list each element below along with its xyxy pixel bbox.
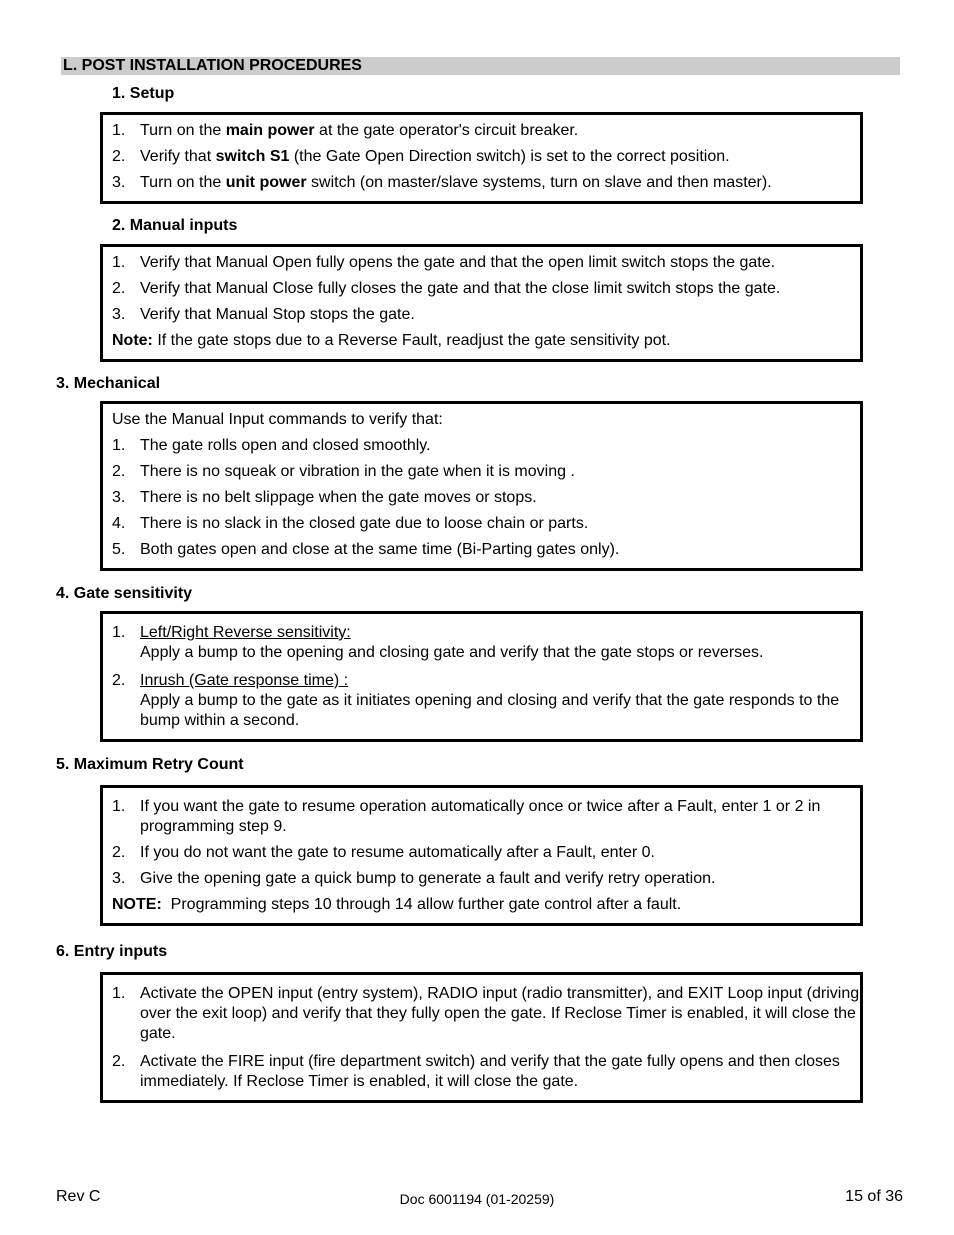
list-item: 1. If you want the gate to resume operation automatically once or twice after a Fault, enter 1 or 2 in programming step 9. <box>112 798 821 835</box>
list-item: 1. The gate rolls open and closed smoothly. <box>112 437 431 454</box>
heading-mechanical: 3. Mechanical <box>56 375 161 392</box>
setup-box <box>100 112 863 204</box>
list-item: 3. There is no belt slippage when the gate moves or stops. <box>112 489 537 506</box>
heading-entry-inputs: 6. Entry inputs <box>56 943 168 960</box>
list-item: 2. There is no squeak or vibration in the gate when it is moving . <box>112 463 575 480</box>
mechanical-box <box>100 401 863 571</box>
section-header: L. POST INSTALLATION PROCEDURES <box>61 57 900 75</box>
list-item: 3. Verify that Manual Stop stops the gate. <box>112 306 415 323</box>
retry-count-box <box>100 785 863 926</box>
note: Note: If the gate stops due to a Reverse Fault, readjust the gate sensitivity pot. <box>112 332 671 349</box>
list-item: 3. Give the opening gate a quick bump to generate a fault and verify retry operation. <box>112 870 716 887</box>
list-item: 2. Inrush (Gate response time) : Apply a bump to the gate as it initiates opening and closing and verify that the gate responds to the bump within a second. <box>112 672 840 729</box>
list-item: 1. Verify that Manual Open fully opens the gate and that the open limit switch stops the gate. <box>112 254 776 271</box>
heading-manual-inputs: 2. Manual inputs <box>112 217 238 234</box>
footer-page-number: 15 of 36 <box>845 1188 903 1205</box>
list-item: 5. Both gates open and close at the same time (Bi-Parting gates only). <box>112 541 620 558</box>
footer-revision: Rev C <box>56 1188 101 1205</box>
list-item: 2. Verify that switch S1 (the Gate Open Direction switch) is set to the correct position. <box>112 148 730 165</box>
heading-setup: 1. Setup <box>112 85 175 102</box>
footer-doc-number: Doc 6001194 (01-20259) <box>399 1191 555 1207</box>
list-item: 2. Verify that Manual Close fully closes the gate and that the close limit switch stops the gate. <box>112 280 781 297</box>
heading-maximum-retry-count: 5. Maximum Retry Count <box>56 756 244 773</box>
list-item: 2. Activate the FIRE input (fire department switch) and verify that the gate fully opens and then closes immediately. If Reclose Timer is enabled, it will close the gate. <box>112 1053 840 1090</box>
manual-inputs-box <box>100 244 863 362</box>
list-item: 2. If you do not want the gate to resume automatically after a Fault, enter 0. <box>112 844 655 861</box>
entry-inputs-box <box>100 972 863 1103</box>
note: NOTE: Programming steps 10 through 14 allow further gate control after a fault. <box>112 896 682 913</box>
list-item: 1. Turn on the main power at the gate operator's circuit breaker. <box>112 122 579 139</box>
list-item: 1. Activate the OPEN input (entry system), RADIO input (radio transmitter), and EXIT Loop input (driving over the exit loop) and verify that they fully open the gate. If Reclose Timer is enabled, it will close the gate. <box>112 985 860 1042</box>
heading-gate-sensitivity: 4. Gate sensitivity <box>56 585 193 602</box>
gate-sensitivity-box <box>100 611 863 742</box>
list-item: 1. Left/Right Reverse sensitivity: Apply a bump to the opening and closing gate and verify that the gate stops or reverses. <box>112 624 764 661</box>
list-item: 4. There is no slack in the closed gate due to loose chain or parts. <box>112 515 589 532</box>
intro: Use the Manual Input commands to verify that: <box>112 411 443 428</box>
list-item: 3. Turn on the unit power switch (on master/slave systems, turn on slave and then master). <box>112 174 772 191</box>
